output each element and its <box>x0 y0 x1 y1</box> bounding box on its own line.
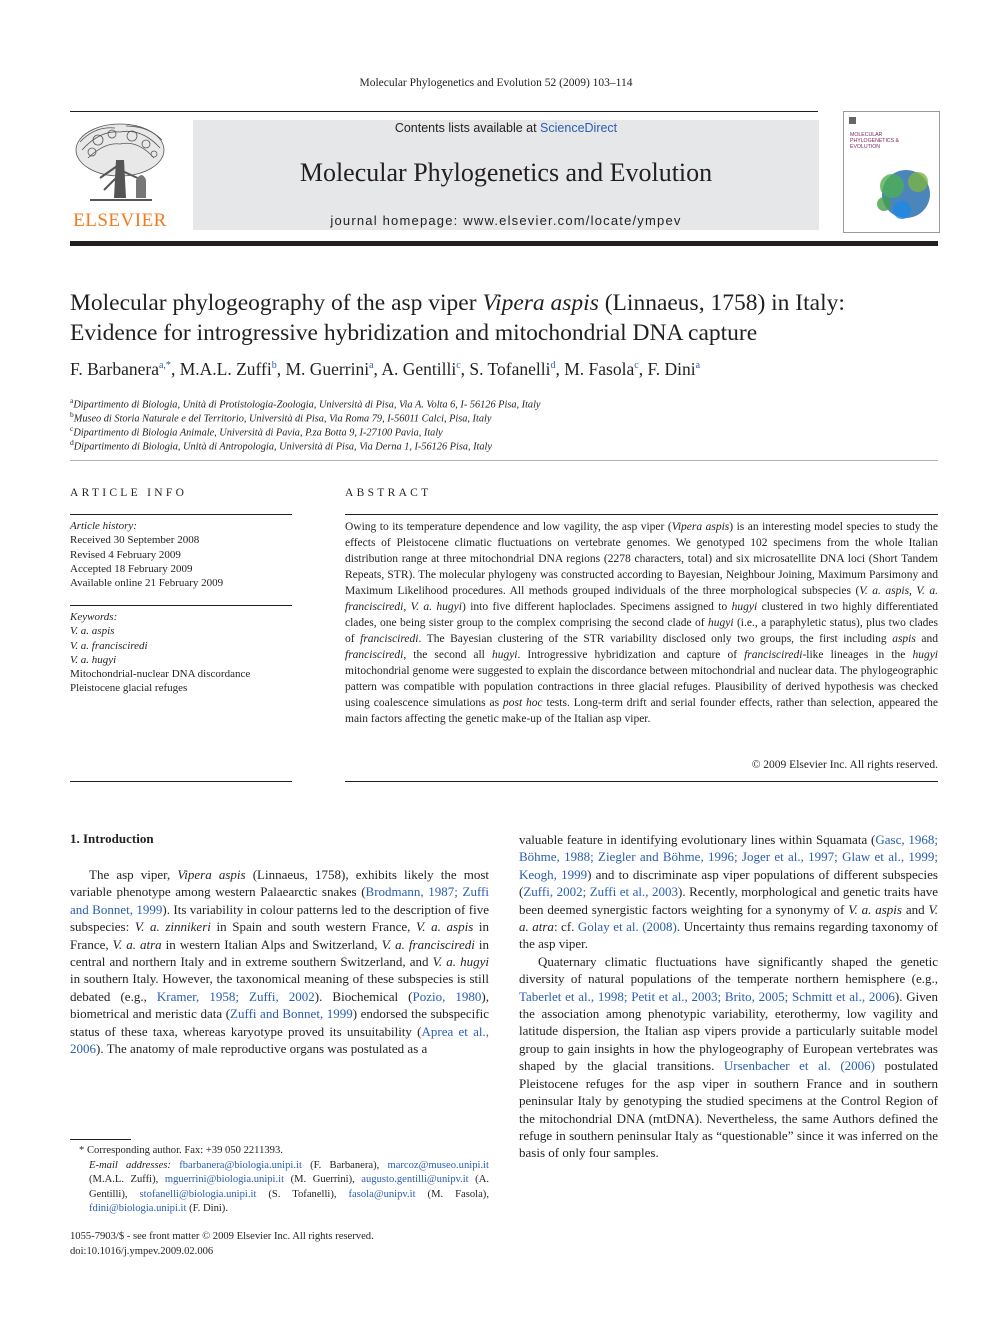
citation-link[interactable]: Brodmann, 1987; Zuffi and Bonnet, 1999 <box>70 884 489 917</box>
doi-line[interactable]: doi:10.1016/j.ympev.2009.02.006 <box>70 1245 214 1257</box>
abstract-heading: ABSTRACT <box>345 487 432 499</box>
title-part: Molecular phylogeography of the asp viper <box>70 290 483 316</box>
keyword: Mitochondrial-nuclear DNA discordance <box>70 668 251 681</box>
affiliations-rule <box>70 460 938 461</box>
title-line-2: Evidence for introgressive hybridization and mitochondrial DNA capture <box>70 320 758 346</box>
email-link[interactable]: fasola@unipv.it <box>348 1188 416 1200</box>
author[interactable]: M. Guerrini$^a$ <box>285 359 374 379</box>
journal-title: Molecular Phylogenetics and Evolution <box>299 158 713 187</box>
intro-paragraph-1: The asp viper, Vipera aspis (Linnaeus, 1758), exhibits likely the most variable phenotype among western Palaearctic snakes (Brodmann, 1987; Zuffi and Bonnet, 1999). Its variability in colour patterns led to the description of five subspecies: V. a. zinnikeri in Spain and south western France, V. a. aspis in France, V. a. atra in western Italian Alps and Switzerland, V. a. francisciredi in central and northern Italy and in extreme southern Switzerland, and V. a. hugyi in southern Italy. However, the taxonomical meaning of these subspecies is still debated (e.g., Kramer, 1958; Zuffi, 2002). Biochemical (Pozio, 1980), biometrical and meristic data (Zuffi and Bonnet, 1999) endorsed the subspecific status of these taxa, whereas karyotype proved its unsuitability (Aprea et al., 2006). The anatomy of male reproductive organs was postulated as a <box>70 867 490 1057</box>
abstract-text: Owing to its temperature dependence and low vagility, the asp viper (Vipera aspis) is an interesting model species to study the effects of Pleistocene climatic fluctuations on vertebrate genomes. We genotyped 102 specimens from the whole Italian distribution range at three mitochondrial DNA regions (2278 characters, total) and six microsatellite DNA loci (Short Tandem Repeats, STR). The molecular phylogeny was constructed according to Bayesian, Neighbour Joining, Maximum Parsimony and Maximum Likelihood procedures. All methods grouped individuals of the three morphological subspecies (V. a. aspis, V. a. francisciredi, V. a. hugyi) into five different haploclades. Specimens assigned to hugyi clustered in two highly differentiated clades, one being sister group to the complex comprising the second clade of hugyi (i.e., a paraphyletic status), plus two clades of francisciredi. The Bayesian clustering of the STR variability disclosed only two groups, the first including aspis and francisciredi, the second all hugyi. Introgressive hybridization and capture of francisciredi-like lineages in the hugyi mitochondrial genome were suggested to explain the discordance between mitochondrial and nuclear data. The phylogeographic pattern was compatible with population contractions in three glacial refuges. Plausibility of derived hypothesis was checked using coalescence simulations as post hoc tests. Long-term drift and serial founder effects, rather than selection, appeared the main factors affecting the genetic make-up of the Italian asp viper. <box>345 521 939 725</box>
elsevier-wordmark: ELSEVIER <box>73 210 167 231</box>
keyword: V. a. aspis <box>70 625 115 638</box>
page-footer <box>70 1230 374 1259</box>
citation-link[interactable]: Golay et al. (2008) <box>577 919 677 935</box>
history-accepted: Accepted 18 February 2009 <box>70 562 193 575</box>
author[interactable]: F. Barbanera$^{a,*}$ <box>70 359 171 379</box>
article-info-heading: ARTICLE INFO <box>70 487 188 499</box>
info-rule <box>70 781 292 782</box>
info-rule <box>70 605 292 606</box>
article-title <box>70 288 950 348</box>
footnotes <box>70 1144 489 1217</box>
cover-art-icon <box>844 112 939 232</box>
intro-paragraph-2: Quaternary climatic fluctuations have significantly shaped the genetic diversity of natural populations of the temperate northern hemisphere (e.g., Taberlet et al., 1998; Petit et al., 2003; Brito, 2005; Schmitt et al., 2006). Given the association among phenotypic variability, eterothermy, low vagility and latitude dispersion, the Italian asp vipers provide a particularly suitable model group to gain insights in how the phylogeography of European vertebrates was shaped by the glacial transitions. Ursenbacher et al. (2006) postulated Pleistocene refuges for the asp viper in southern France and in southern peninsular Italy by genotyping the studied specimens at the Control Region of the mitochondrial DNA (mtDNA). Nevertheless, the same Authors defined the refuge in southern peninsular Italy as “questionable” since it was inferred on the basis of only four samples. <box>519 953 938 1161</box>
author[interactable]: F. Dini$^a$ <box>647 359 701 379</box>
keyword: V. a. francisciredi <box>70 639 148 652</box>
intro-paragraph-1-cont: valuable feature in identifying evolutionary lines within Squamata (Gasc, 1968; Böhme, 1988; Ziegler and Böhme, 1996; Joger et al., 1997; Glaw et al., 1999; Keogh, 1999) and to discriminate asp viper populations of different subspecies (Zuffi, 2002; Zuffi et al., 2003). Recently, morphological and genetic traits have been deemed synergistic factors weighting for a synonymy of V. a. aspis and V. a. atra: cf. Golay et al. (2008). Uncertainty thus remains regarding taxonomy of the asp viper. <box>519 832 939 952</box>
sciencedirect-link[interactable]: ScienceDirect <box>540 121 618 135</box>
citation-link[interactable]: Aprea et al., 2006 <box>70 1023 489 1057</box>
affiliation: $^c$Dipartimento di Biologia Animale, Università di Pavia, P.za Botta 9, I-27100 Pavia, Italy <box>70 424 443 439</box>
cover-title: MOLECULAR PHYLOGENETICS & EVOLUTION <box>850 132 900 150</box>
keywords <box>70 610 250 696</box>
title-species: Vipera aspis <box>482 290 599 316</box>
citation-link[interactable]: Taberlet et al., 1998; Petit et al., 2003; Brito, 2005; Schmitt et al., 2006 <box>519 988 895 1004</box>
email-link[interactable]: mguerrini@biologia.unipi.it <box>164 1174 285 1185</box>
email-link[interactable]: augusto.gentilli@unipv.it <box>361 1174 469 1185</box>
author[interactable]: M. Fasola$^c$ <box>564 359 639 379</box>
author[interactable]: S. Tofanelli$^d$ <box>469 359 556 379</box>
citation-link[interactable]: Zuffi, 2002; Zuffi et al., 2003 <box>523 884 679 900</box>
keyword: V. a. hugyi <box>70 653 117 666</box>
citation-link[interactable]: Pozio, 1980 <box>412 988 482 1004</box>
email-link[interactable]: fbarbanera@biologia.unipi.it <box>179 1159 302 1171</box>
abstract-bottom-rule <box>345 781 938 782</box>
author[interactable]: A. Gentilli$^c$ <box>381 359 461 379</box>
citation-link[interactable]: Ursenbacher et al. (2006) <box>723 1058 875 1074</box>
abstract-top-rule <box>345 514 938 515</box>
corresponding-author-note: * Corresponding author. Fax: +39 050 2211393. <box>79 1145 283 1156</box>
footnote-rule <box>70 1139 131 1140</box>
body-column-right <box>519 831 938 1162</box>
history-label: Article history: <box>70 520 137 532</box>
email-link[interactable]: stofanelli@biologia.unipi.it <box>139 1188 257 1200</box>
journal-citation: Molecular Phylogenetics and Evolution 52 (2009) 103–114 <box>359 77 633 89</box>
article-history <box>70 519 223 590</box>
email-addresses: E-mail addresses: fbarbanera@biologia.unipi.it (F. Barbanera), marcoz@museo.unipi.it (M.A.L. Zuffi), mguerrini@biologia.unipi.it (M. Guerrini), augusto.gentilli@unipv.it (A. Gentilli), stofanelli@biologia.unipi.it (S. Tofanelli), fasola@unipv.it (M. Fasola), fdini@biologia.unipi.it (F. Dini). <box>89 1159 489 1214</box>
abstract-copyright: © 2009 Elsevier Inc. All rights reserved. <box>751 759 938 771</box>
info-rule <box>70 514 292 515</box>
top-rule <box>70 111 818 112</box>
history-revised: Revised 4 February 2009 <box>70 548 181 561</box>
author[interactable]: M.A.L. Zuffi$^b$ <box>179 359 277 379</box>
issn-line: 1055-7903/$ - see front matter © 2009 Elsevier Inc. All rights reserved. <box>70 1231 374 1242</box>
history-received: Received 30 September 2008 <box>70 534 200 547</box>
affiliation: $^d$Dipartimento di Biologia, Unità di Antropologia, Università di Pisa, Via Derna 1, I-56126 Pisa, Italy <box>70 438 492 453</box>
title-part: (Linnaeus, 1758) in Italy: <box>598 290 845 316</box>
header-thick-rule <box>70 241 938 246</box>
affiliation: $^b$Museo di Storia Naturale e del Territorio, Università di Pisa, Via Roma 79, I-56011 Calci, Pisa, Italy <box>70 410 492 425</box>
contents-line <box>193 121 819 135</box>
citation-link[interactable]: Gasc, 1968; Böhme, 1988; Ziegler and Böhme, 1996; Joger et al., 1997; Glaw et al., 1999; Keogh, 1999 <box>519 832 938 882</box>
contents-prefix: Contents lists available at <box>394 121 541 135</box>
journal-cover <box>843 111 940 233</box>
history-online: Available online 21 February 2009 <box>70 577 224 590</box>
elsevier-logo <box>70 120 170 232</box>
section-heading-introduction: 1. Introduction <box>70 831 154 846</box>
journal-homepage[interactable]: journal homepage: www.elsevier.com/locate/ympev <box>330 213 682 228</box>
tree-icon <box>70 120 170 210</box>
affiliation: $^a$Dipartimento di Biologia, Unità di Protistologia-Zoologia, Università di Pisa, Via A. Volta 6, I- 56126 Pisa, Italy <box>70 396 541 411</box>
author-list: F. Barbanera$^{a,*}$, M.A.L. Zuffi$^b$, M. Guerrini$^a$, A. Gentilli$^c$, S. Tofanelli$^d$, M. Fasola$^c$, F. Dini$^a$ <box>70 359 701 379</box>
email-link[interactable]: fdini@biologia.unipi.it <box>89 1203 187 1214</box>
citation-link[interactable]: Zuffi and Bonnet, 1999 <box>230 1006 353 1022</box>
keywords-label: Keywords: <box>70 611 118 623</box>
body-column-left <box>70 866 489 1057</box>
email-link[interactable]: marcoz@museo.unipi.it <box>387 1159 489 1171</box>
keyword: Pleistocene glacial refuges <box>70 682 188 695</box>
citation-link[interactable]: Kramer, 1958; Zuffi, 2002 <box>156 988 315 1004</box>
